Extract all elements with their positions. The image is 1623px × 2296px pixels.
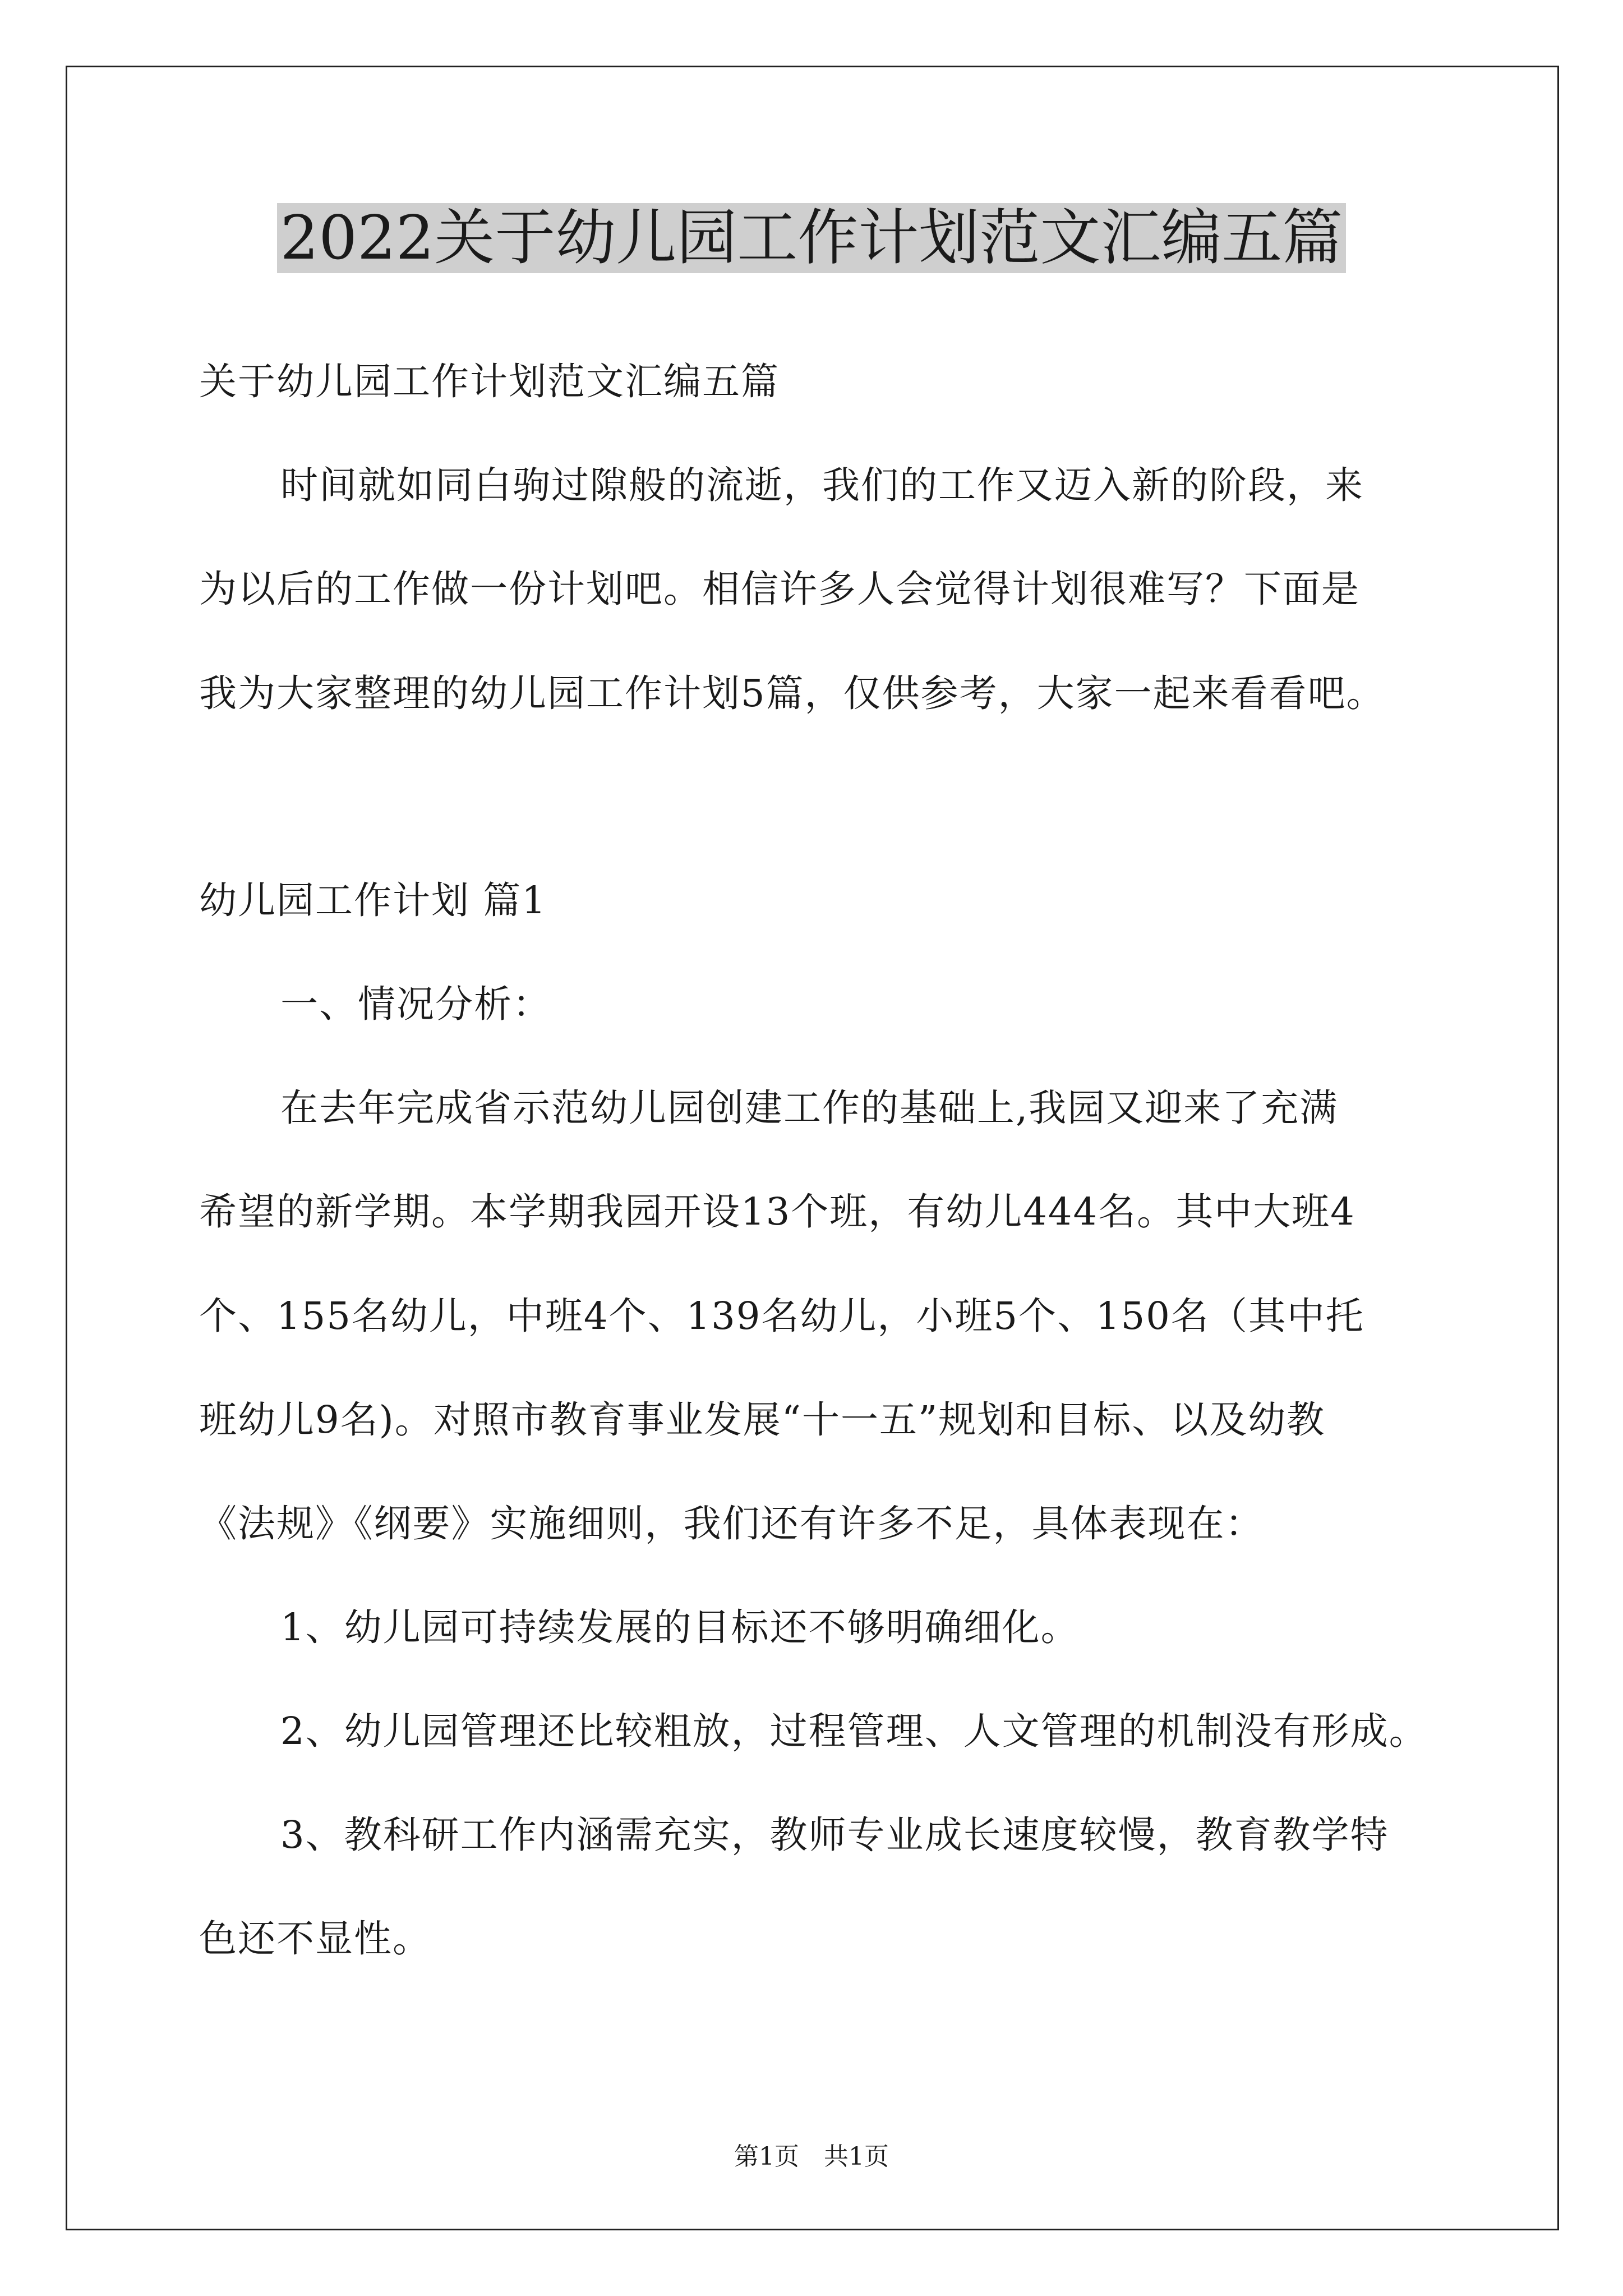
list-item-3: 3、教科研工作内涵需充实，教师专业成长速度较慢，教育教学特 (280, 1813, 1389, 1857)
document-title-text: 2022关于幼儿园工作计划范文汇编五篇 (277, 203, 1347, 273)
body-line-1: 在去年完成省示范幼儿园创建工作的基础上,我园又迎来了充满 (280, 1086, 1339, 1130)
intro-line-2: 为以后的工作做一份计划吧。相信许多人会觉得计划很难写？下面是 (199, 567, 1360, 611)
intro-line-1: 时间就如同白驹过隙般的流逝，我们的工作又迈入新的阶段，来 (280, 463, 1364, 507)
sub-heading: 一、情况分析： (280, 982, 551, 1026)
page-footer: 第1页 共1页 (734, 2142, 889, 2171)
list-item-3-continuation: 色还不显性。 (199, 1917, 431, 1961)
intro-line-3: 我为大家整理的幼儿园工作计划5篇，仅供参考，大家一起来看看吧。 (199, 671, 1385, 715)
list-item-2: 2、幼儿园管理还比较粗放，过程管理、人文管理的机制没有形成。 (280, 1709, 1428, 1753)
body-line-5: 《法规》《纲要》实施细则，我们还有许多不足，具体表现在： (199, 1502, 1264, 1545)
body-line-3: 个、155名幼儿，中班4个、139名幼儿，小班5个、150名（其中托 (199, 1294, 1364, 1338)
document-title (0, 196, 1623, 280)
body-line-4: 班幼儿9名)。对照市教育事业发展“十一五”规划和目标、以及幼教 (199, 1398, 1326, 1442)
list-item-1: 1、幼儿园可持续发展的目标还不够明确细化。 (280, 1605, 1080, 1649)
body-line-2: 希望的新学期。本学期我园开设13个班，有幼儿444名。其中大班4 (199, 1190, 1355, 1234)
section-heading: 幼儿园工作计划 篇1 (199, 878, 547, 922)
document-subtitle: 关于幼儿园工作计划范文汇编五篇 (199, 360, 780, 403)
